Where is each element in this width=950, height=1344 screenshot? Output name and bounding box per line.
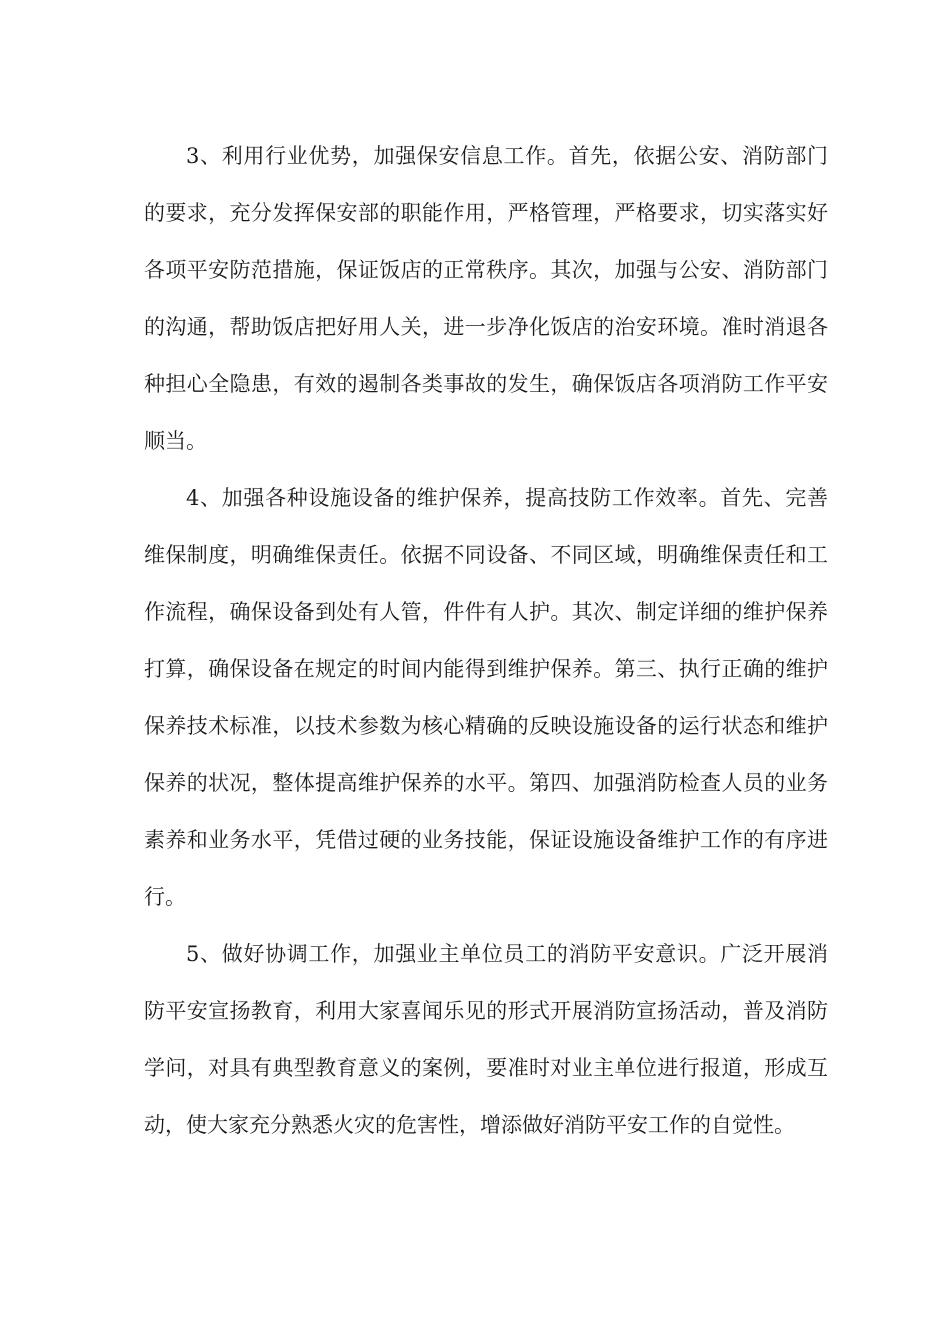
document-body [144,128,828,1154]
paragraph-coordination: 5、做好协调工作，加强业主单位员工的消防平安意识。广泛开展消防平安宣扬教育，利用大家喜闻乐见的形式开展消防宣扬活动，普及消防学问，对具有典型教育意义的案例，要准时对业主单位进行报道，形成互动，使大家充分熟悉火灾的危害性，增添做好消防平安工作的自觉性。 [144,942,828,1137]
paragraph-equipment-maintenance: 4、加强各种设施设备的维护保养，提高技防工作效率。首先、完善维保制度，明确维保责任。依据不同设备、不同区域，明确维保责任和工作流程，确保设备到处有人管，件件有人护。其次、制定详细的维护保养打算，确保设备在规定的时间内能得到维护保养。第三、执行正确的维护保养技术标准，以技术参数为核心精确的反映设施设备的运行状态和维护保养的状况，整体提高维护保养的水平。第四、加强消防检查人员的业务素养和业务水平，凭借过硬的业务技能，保证设施设备维护工作的有序进行。 [144,486,828,909]
paragraph-security-info: 3、利用行业优势，加强保安信息工作。首先，依据公安、消防部门的要求，充分发挥保安部的职能作用，严格管理，严格要求，切实落实好各项平安防范措施，保证饭店的正常秩序。其次，加强与公安、消防部门的沟通，帮助饭店把好用人关，进一步净化饭店的治安环境。准时消退各种担心全隐患，有效的遏制各类事故的发生，确保饭店各项消防工作平安顺当。 [144,144,828,453]
